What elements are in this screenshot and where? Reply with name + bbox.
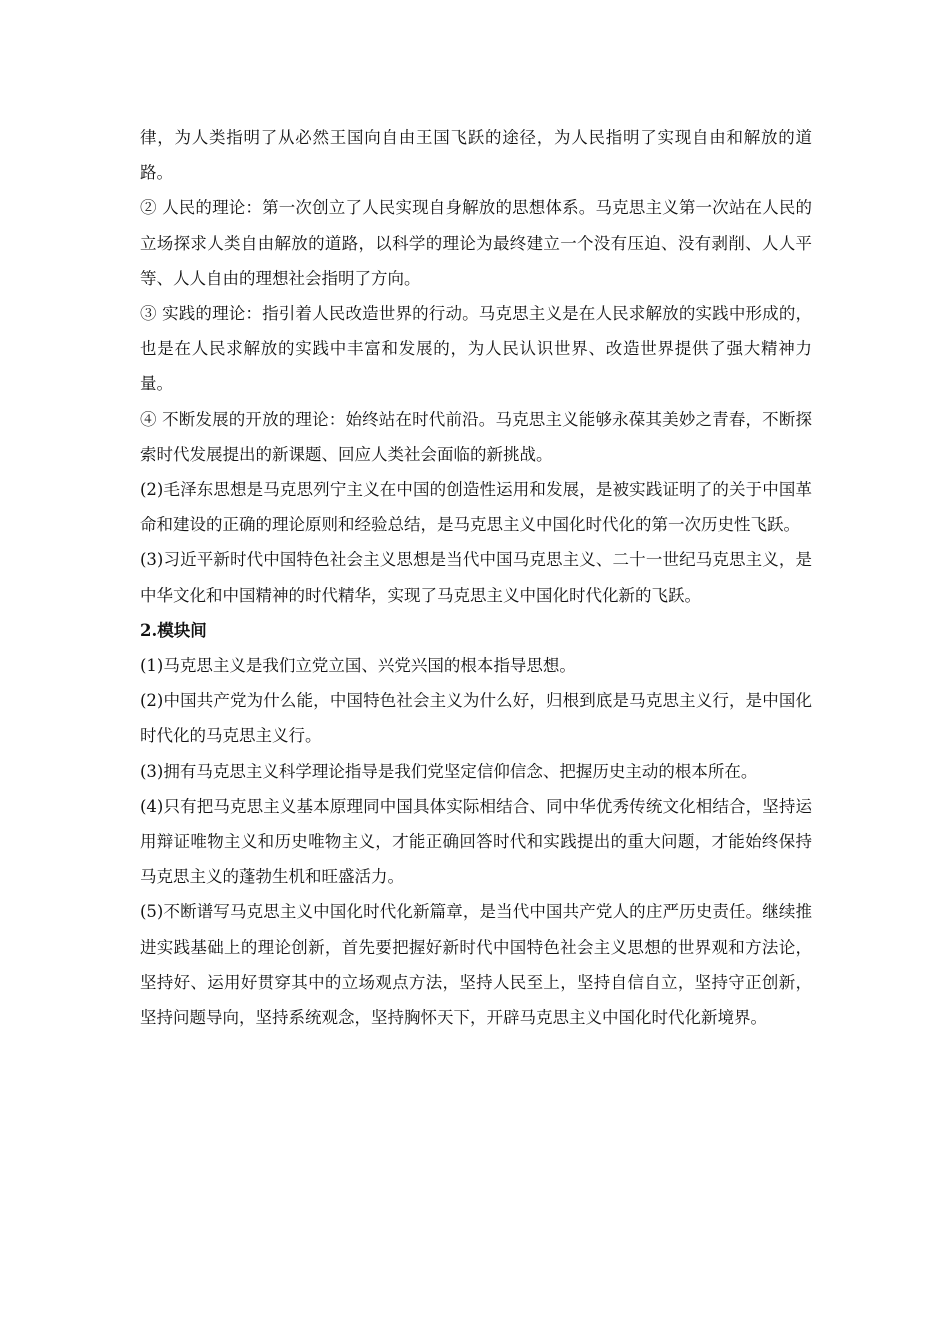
paragraph-people-theory: ② 人民的理论：第一次创立了人民实现自身解放的思想体系。马克思主义第一次站在人民的立场探求人类自由解放的道路，以科学的理论为最终建立一个没有压迫、没有剥削、人人平等、人人自由的理想社会指明了方向。 <box>140 198 812 288</box>
section-item-2: (2)中国共产党为什么能，中国特色社会主义为什么好，归根到底是马克思主义行，是中国化时代化的马克思主义行。 <box>140 691 812 746</box>
paragraph-xi-thought: (3)习近平新时代中国特色社会主义思想是当代中国马克思主义、二十一世纪马克思主义，是中华文化和中国精神的时代精华，实现了马克思主义中国化时代化新的飞跃。 <box>140 550 812 605</box>
section-item-4: (4)只有把马克思主义基本原理同中国具体实际相结合、同中华优秀传统文化相结合，坚持运用辩证唯物主义和历史唯物主义，才能正确回答时代和实践提出的重大问题，才能始终保持马克思主义的蓬勃生机和旺盛活力。 <box>140 796 812 887</box>
document-page <box>140 120 812 1035</box>
paragraph-open-theory: ④ 不断发展的开放的理论：始终站在时代前沿。马克思主义能够永葆其美妙之青春，不断探索时代发展提出的新课题、回应人类社会面临的新挑战。 <box>140 409 812 464</box>
section-item-3: (3)拥有马克思主义科学理论指导是我们党坚定信仰信念、把握历史主动的根本所在。 <box>140 761 758 781</box>
paragraph-continuation: 律，为人类指明了从必然王国向自由王国飞跃的途径，为人民指明了实现自由和解放的道路。 <box>140 128 812 183</box>
section-item-5: (5)不断谱写马克思主义中国化时代化新篇章，是当代中国共产党人的庄严历史责任。继续推进实践基础上的理论创新，首先要把握好新时代中国特色社会主义思想的世界观和方法论，坚持好、运用好贯穿其中的立场观点方法，坚持人民至上，坚持自信自立，坚持守正创新，坚持问题导向，坚持系统观念，坚持胸怀天下，开辟马克思主义中国化时代化新境界。 <box>140 902 812 1028</box>
paragraph-practice-theory: ③ 实践的理论：指引着人民改造世界的行动。马克思主义是在人民求解放的实践中形成的，也是在人民求解放的实践中丰富和发展的，为人民认识世界、改造世界提供了强大精神力量。 <box>140 304 812 394</box>
paragraph-mao-thought: (2)毛泽东思想是马克思列宁主义在中国的创造性运用和发展，是被实践证明了的关于中国革命和建设的正确的理论原则和经验总结，是马克思主义中国化时代化的第一次历史性飞跃。 <box>140 480 812 535</box>
section-item-1: (1)马克思主义是我们立党立国、兴党兴国的根本指导思想。 <box>140 656 576 676</box>
section-heading: 2.模块间 <box>140 620 207 640</box>
